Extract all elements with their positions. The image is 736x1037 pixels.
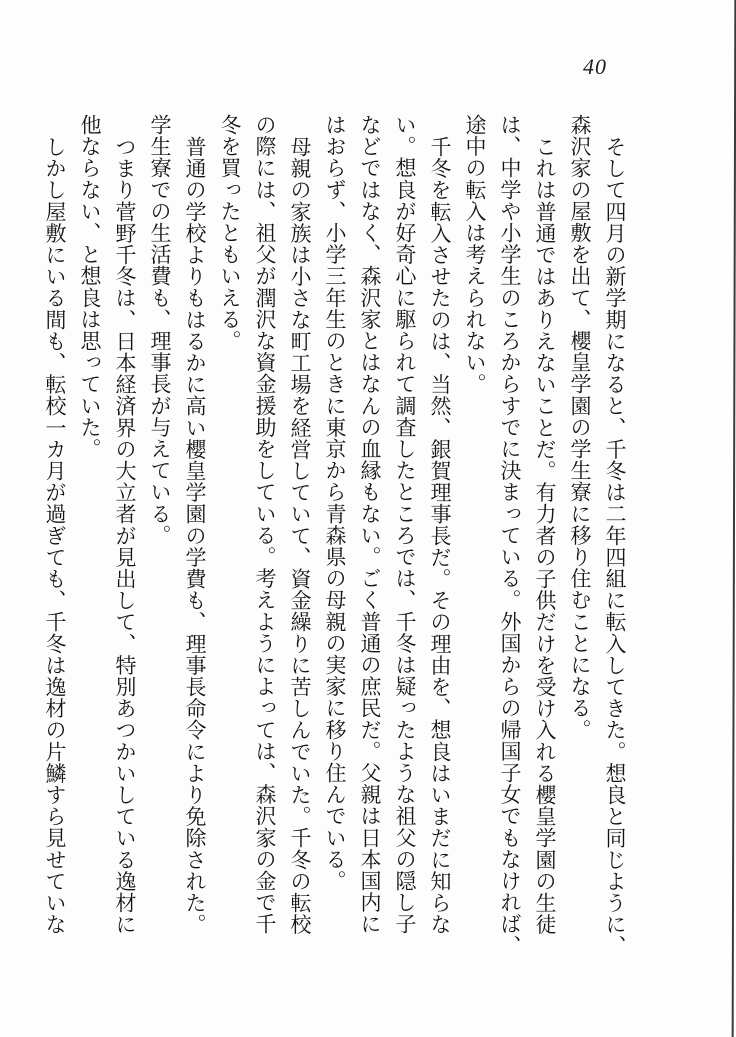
text-column: はおらず、小学三年生のときに東京から青森県の母親の実家に移り住んでいる。 (323, 114, 347, 892)
text-column: 千冬を転入させたのは、当然、銀賀理事長だ。その理由を、想良はいまだに知らな (428, 136, 452, 936)
text-column: 学生寮での生活費も、理事長が与えている。 (148, 114, 172, 546)
text-columns (37, 114, 632, 966)
page-edge-line (732, 0, 736, 1037)
text-column: そして四月の新学期になると、千冬は二年四組に転入してきた。想良と同じように、 (603, 136, 627, 957)
text-column: 普通の学校よりもはるかに高い櫻皇学園の学費も、理事長命令により免除された。 (183, 136, 207, 936)
text-column: つまり菅野千冬は、日本経済界の大立者が見出して、特別あつかいしている逸材に (113, 136, 137, 936)
text-column: これは普通ではありえないことだ。有力者の子供だけを受け入れる櫻皇学園の生徒 (533, 136, 557, 936)
text-column: 途中の転入は考えられない。 (463, 114, 487, 395)
text-column: しかし屋敷にいる間も、転校一カ月が過ぎても、千冬は逸材の片鱗すら見せていな (43, 136, 67, 936)
page-number: 40 (583, 54, 607, 79)
text-column: い。想良が好奇心に駆られて調査したところでは、千冬は疑ったような祖父の隠し子 (393, 114, 417, 935)
text-column: の際には、祖父が潤沢な資金援助をしている。考えようによっては、森沢家の金で千 (253, 114, 277, 935)
text-column: 母親の家族は小さな町工場を経営していて、資金繰りに苦しんでいた。千冬の転校 (288, 136, 312, 936)
text-column: 他ならない、と想良は思っていた。 (78, 114, 102, 460)
text-column: 森沢家の屋敷を出て、櫻皇学園の学生寮に移り住むことになる。 (568, 114, 592, 741)
text-column: 冬を買ったともいえる。 (218, 114, 242, 352)
text-column: は、中学や小学生のころからすでに決まっている。外国からの帰国子女でもなければ、 (498, 114, 522, 957)
text-column: などではなく、森沢家とはなんの血縁もない。ごく普通の庶民だ。父親は日本国内に (358, 114, 382, 935)
